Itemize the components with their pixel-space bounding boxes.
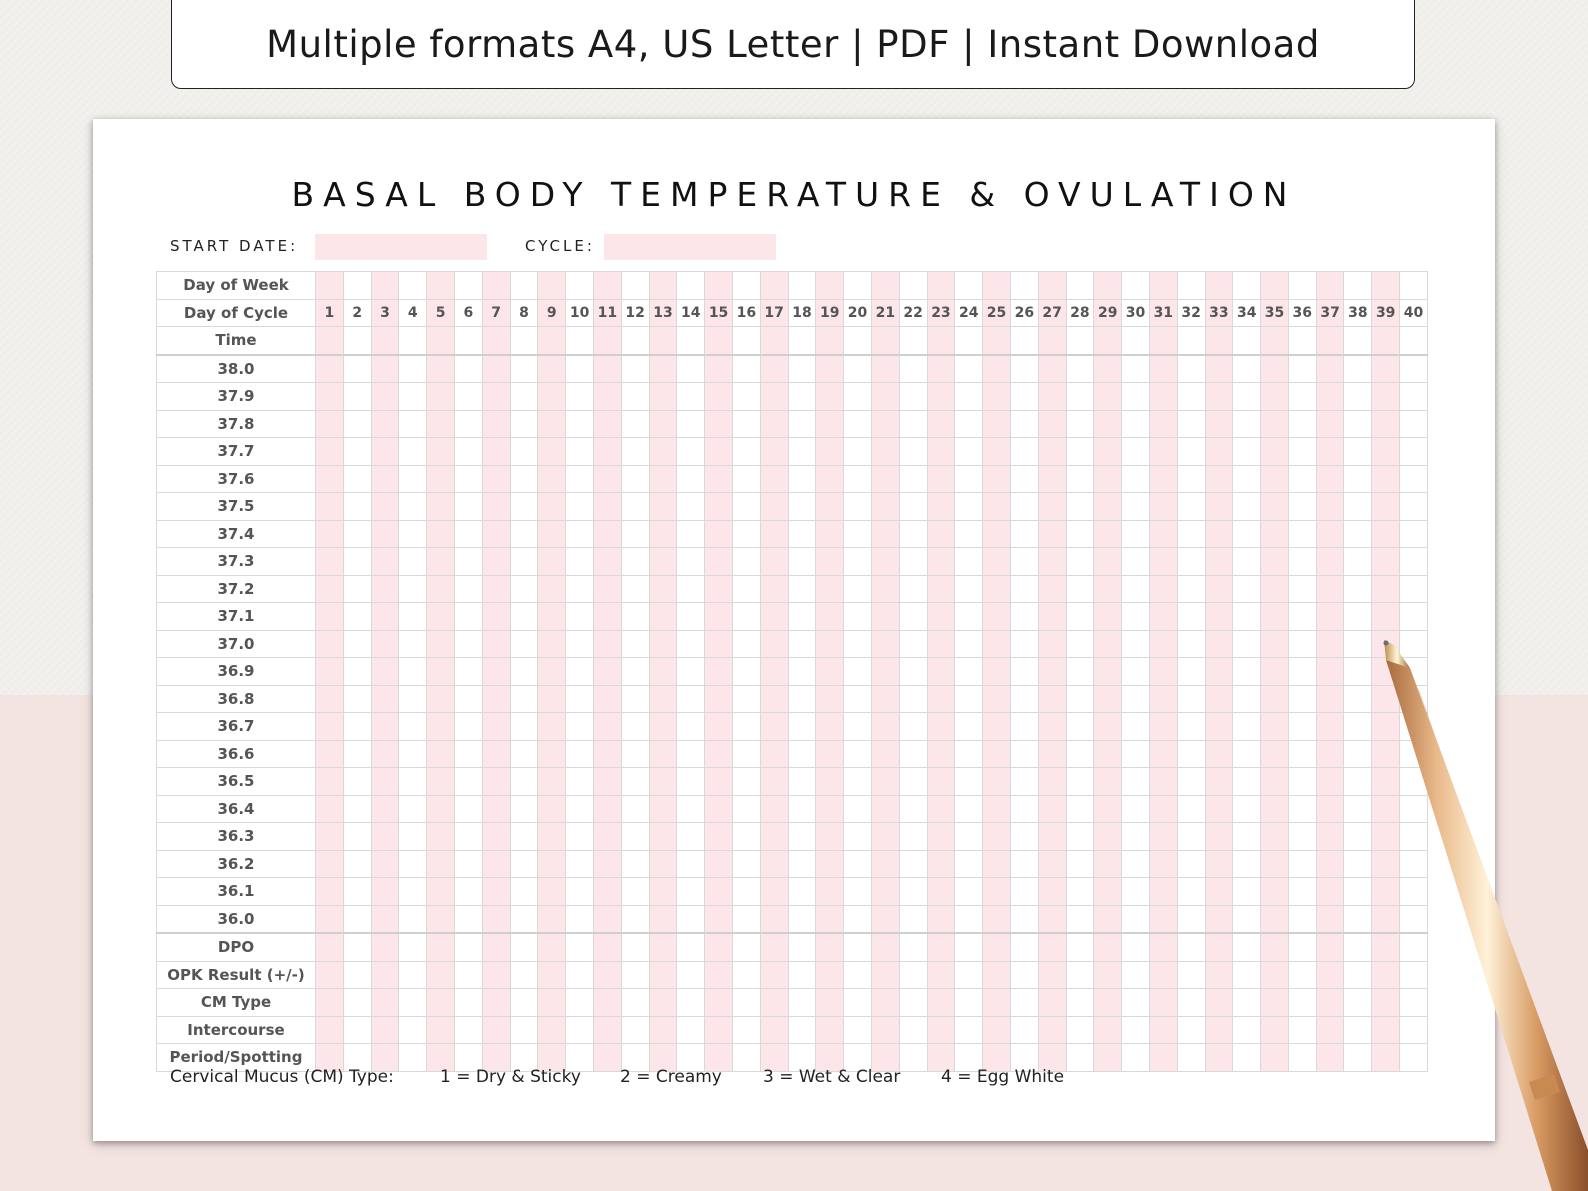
row-label: Intercourse bbox=[157, 1016, 316, 1044]
day-number: 16 bbox=[732, 299, 760, 327]
day-number: 20 bbox=[844, 299, 872, 327]
day-number: 14 bbox=[677, 299, 705, 327]
day-number: 15 bbox=[705, 299, 733, 327]
row-label: 37.2 bbox=[157, 575, 316, 603]
day-number: 2 bbox=[343, 299, 371, 327]
day-number: 4 bbox=[399, 299, 427, 327]
row-label: Day of Cycle bbox=[157, 299, 316, 327]
day-number: 8 bbox=[510, 299, 538, 327]
row-label: 36.6 bbox=[157, 740, 316, 768]
day-number: 18 bbox=[788, 299, 816, 327]
legend-item-1: 1 = Dry & Sticky bbox=[440, 1067, 581, 1087]
day-number: 23 bbox=[927, 299, 955, 327]
row-label: 36.0 bbox=[157, 905, 316, 933]
row-label: 38.0 bbox=[157, 355, 316, 383]
legend-item-2: 2 = Creamy bbox=[620, 1067, 722, 1087]
sheet-title: BASAL BODY TEMPERATURE & OVULATION bbox=[291, 175, 1297, 214]
row-label: DPO bbox=[157, 933, 316, 961]
row-label: 37.5 bbox=[157, 493, 316, 521]
row-label: OPK Result (+/-) bbox=[157, 961, 316, 989]
day-number: 30 bbox=[1122, 299, 1150, 327]
day-number: 1 bbox=[316, 299, 344, 327]
row-label: 37.9 bbox=[157, 383, 316, 411]
day-number: 17 bbox=[760, 299, 788, 327]
row-label: 37.1 bbox=[157, 603, 316, 631]
row-label: 37.6 bbox=[157, 465, 316, 493]
day-number: 26 bbox=[1010, 299, 1038, 327]
day-number: 32 bbox=[1177, 299, 1205, 327]
day-number: 7 bbox=[482, 299, 510, 327]
day-number: 6 bbox=[454, 299, 482, 327]
start-date-label: START DATE: bbox=[170, 237, 299, 255]
day-number: 34 bbox=[1233, 299, 1261, 327]
row-label: Time bbox=[157, 327, 316, 355]
day-number: 10 bbox=[566, 299, 594, 327]
day-number: 40 bbox=[1400, 299, 1428, 327]
legend-title: Cervical Mucus (CM) Type: bbox=[170, 1067, 394, 1087]
day-number: 29 bbox=[1094, 299, 1122, 327]
day-number: 28 bbox=[1066, 299, 1094, 327]
day-number: 22 bbox=[899, 299, 927, 327]
row-label: 37.7 bbox=[157, 438, 316, 466]
row-label: 36.1 bbox=[157, 878, 316, 906]
day-number: 27 bbox=[1038, 299, 1066, 327]
banner-text: Multiple formats A4, US Letter | PDF | Instant Download bbox=[266, 23, 1320, 66]
day-number: 35 bbox=[1261, 299, 1289, 327]
day-number: 11 bbox=[593, 299, 621, 327]
day-number: 31 bbox=[1149, 299, 1177, 327]
day-number: 37 bbox=[1316, 299, 1344, 327]
day-number: 21 bbox=[871, 299, 899, 327]
legend-item-3: 3 = Wet & Clear bbox=[763, 1067, 901, 1087]
row-label: 37.4 bbox=[157, 520, 316, 548]
row-label: 36.3 bbox=[157, 823, 316, 851]
legend-item-4: 4 = Egg White bbox=[941, 1067, 1065, 1087]
day-number: 39 bbox=[1372, 299, 1400, 327]
day-number: 5 bbox=[427, 299, 455, 327]
pen-body bbox=[1386, 660, 1588, 1191]
day-number: 19 bbox=[816, 299, 844, 327]
row-label: Period/Spotting bbox=[157, 1044, 316, 1072]
row-label: 36.5 bbox=[157, 768, 316, 796]
row-label: 36.7 bbox=[157, 713, 316, 741]
day-number: 13 bbox=[649, 299, 677, 327]
row-label: 37.8 bbox=[157, 410, 316, 438]
day-number: 24 bbox=[955, 299, 983, 327]
row-label: 36.4 bbox=[157, 795, 316, 823]
day-number: 33 bbox=[1205, 299, 1233, 327]
row-label: 36.8 bbox=[157, 685, 316, 713]
row-label: 36.2 bbox=[157, 850, 316, 878]
day-number: 36 bbox=[1288, 299, 1316, 327]
row-label: 37.3 bbox=[157, 548, 316, 576]
day-number: 12 bbox=[621, 299, 649, 327]
day-number: 38 bbox=[1344, 299, 1372, 327]
cycle-label: CYCLE: bbox=[525, 237, 595, 255]
day-number: 9 bbox=[538, 299, 566, 327]
row-label: 36.9 bbox=[157, 658, 316, 686]
day-number: 3 bbox=[371, 299, 399, 327]
row-label: CM Type bbox=[157, 989, 316, 1017]
row-label: Day of Week bbox=[157, 272, 316, 300]
day-number: 25 bbox=[983, 299, 1011, 327]
row-label: 37.0 bbox=[157, 630, 316, 658]
